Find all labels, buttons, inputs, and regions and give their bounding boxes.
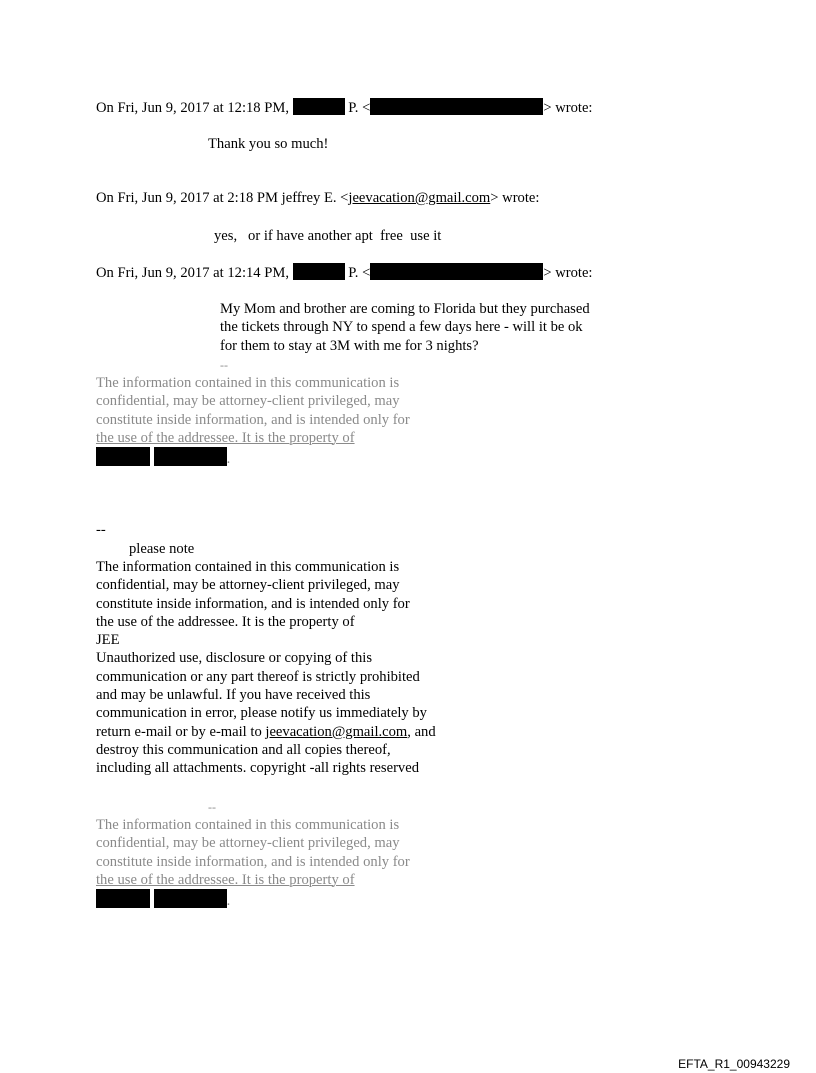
email1-body: Thank you so much!: [208, 136, 329, 152]
disclaimer-owner: [96, 447, 410, 468]
signature-disclaimer: [96, 558, 436, 778]
redacted-name: [293, 98, 345, 115]
signature-separator: --: [96, 522, 106, 538]
email3-body-line: the tickets through NY to spend a few days here - will it be ok: [220, 319, 583, 336]
email3-header: [96, 263, 593, 282]
signature-note: please note: [129, 541, 195, 557]
redacted-owner: [154, 889, 227, 908]
disclaimer-period: .: [226, 451, 231, 468]
email2-header: [96, 189, 539, 207]
redacted-owner: [154, 447, 227, 466]
email3-header-mid: P. <: [348, 265, 371, 281]
signature-line: JEE: [96, 632, 120, 649]
return-suffix: , and: [407, 723, 436, 740]
disclaimer-line: the use of the addressee. It is the property of: [96, 871, 355, 888]
signature-return-line: [96, 723, 436, 741]
email3-body-line: My Mom and brother are coming to Florida but they purchased: [220, 301, 590, 317]
signature-line: the use of the addressee. It is the property of: [96, 613, 355, 630]
disclaimer-line: constitute inside information, and is intended only for: [96, 853, 410, 870]
disclaimer-2-separator: --: [208, 800, 216, 814]
disclaimer-owner: [96, 889, 410, 910]
signature-line: communication in error, please notify us immediately by: [96, 705, 427, 722]
signature-email-link[interactable]: jeevacation@gmail.com: [265, 723, 408, 740]
disclaimer-gray-1: [96, 374, 410, 468]
signature-line: The information contained in this communication is: [96, 559, 400, 575]
email1-header-prefix: On Fri, Jun 9, 2017 at 12:18 PM,: [96, 100, 289, 116]
disclaimer-line: the use of the addressee. It is the property of: [96, 429, 355, 446]
email2-header-suffix: > wrote:: [490, 190, 540, 206]
email2-address-link[interactable]: jeevacation@gmail.com: [348, 190, 491, 206]
email3-body: [220, 300, 590, 355]
email2-header-prefix: On Fri, Jun 9, 2017 at 2:18 PM jeffrey E. <: [96, 190, 349, 206]
redacted-name: [293, 263, 345, 280]
redacted-owner: [96, 889, 150, 908]
redacted-email: [370, 263, 543, 280]
email1-header-suffix: > wrote:: [543, 100, 593, 116]
signature-line: constitute inside information, and is intended only for: [96, 595, 410, 612]
signature-line: confidential, may be attorney-client privileged, may: [96, 577, 400, 594]
redacted-owner: [96, 447, 150, 466]
disclaimer-period: .: [226, 893, 231, 910]
disclaimer-gray-2: [96, 816, 410, 910]
signature-line: Unauthorized use, disclosure or copying of this: [96, 650, 373, 667]
email1-header-mid: P. <: [348, 100, 371, 116]
email3-header-suffix: > wrote:: [543, 265, 593, 281]
disclaimer-line: confidential, may be attorney-client privileged, may: [96, 393, 400, 410]
signature-line: destroy this communication and all copies thereof,: [96, 741, 391, 758]
disclaimer-line: The information contained in this communication is: [96, 375, 400, 391]
email3-body-line: for them to stay at 3M with me for 3 nights?: [220, 337, 479, 354]
disclaimer-line: confidential, may be attorney-client privileged, may: [96, 835, 400, 852]
signature-line: and may be unlawful. If you have received this: [96, 687, 371, 704]
redacted-email: [370, 98, 543, 115]
email1-header: [96, 98, 593, 117]
signature-line: including all attachments. copyright -all rights reserved: [96, 760, 419, 777]
email3-header-prefix: On Fri, Jun 9, 2017 at 12:14 PM,: [96, 265, 289, 281]
signature-line: communication or any part thereof is strictly prohibited: [96, 668, 420, 685]
document-id: EFTA_R1_00943229: [678, 1057, 790, 1071]
return-prefix: return e-mail or by e-mail to: [96, 723, 266, 740]
disclaimer-line: The information contained in this communication is: [96, 817, 400, 833]
email2-body: yes, or if have another apt free use it: [214, 228, 442, 244]
disclaimer-line: constitute inside information, and is intended only for: [96, 411, 410, 428]
email3-sig-separator: --: [220, 358, 228, 372]
